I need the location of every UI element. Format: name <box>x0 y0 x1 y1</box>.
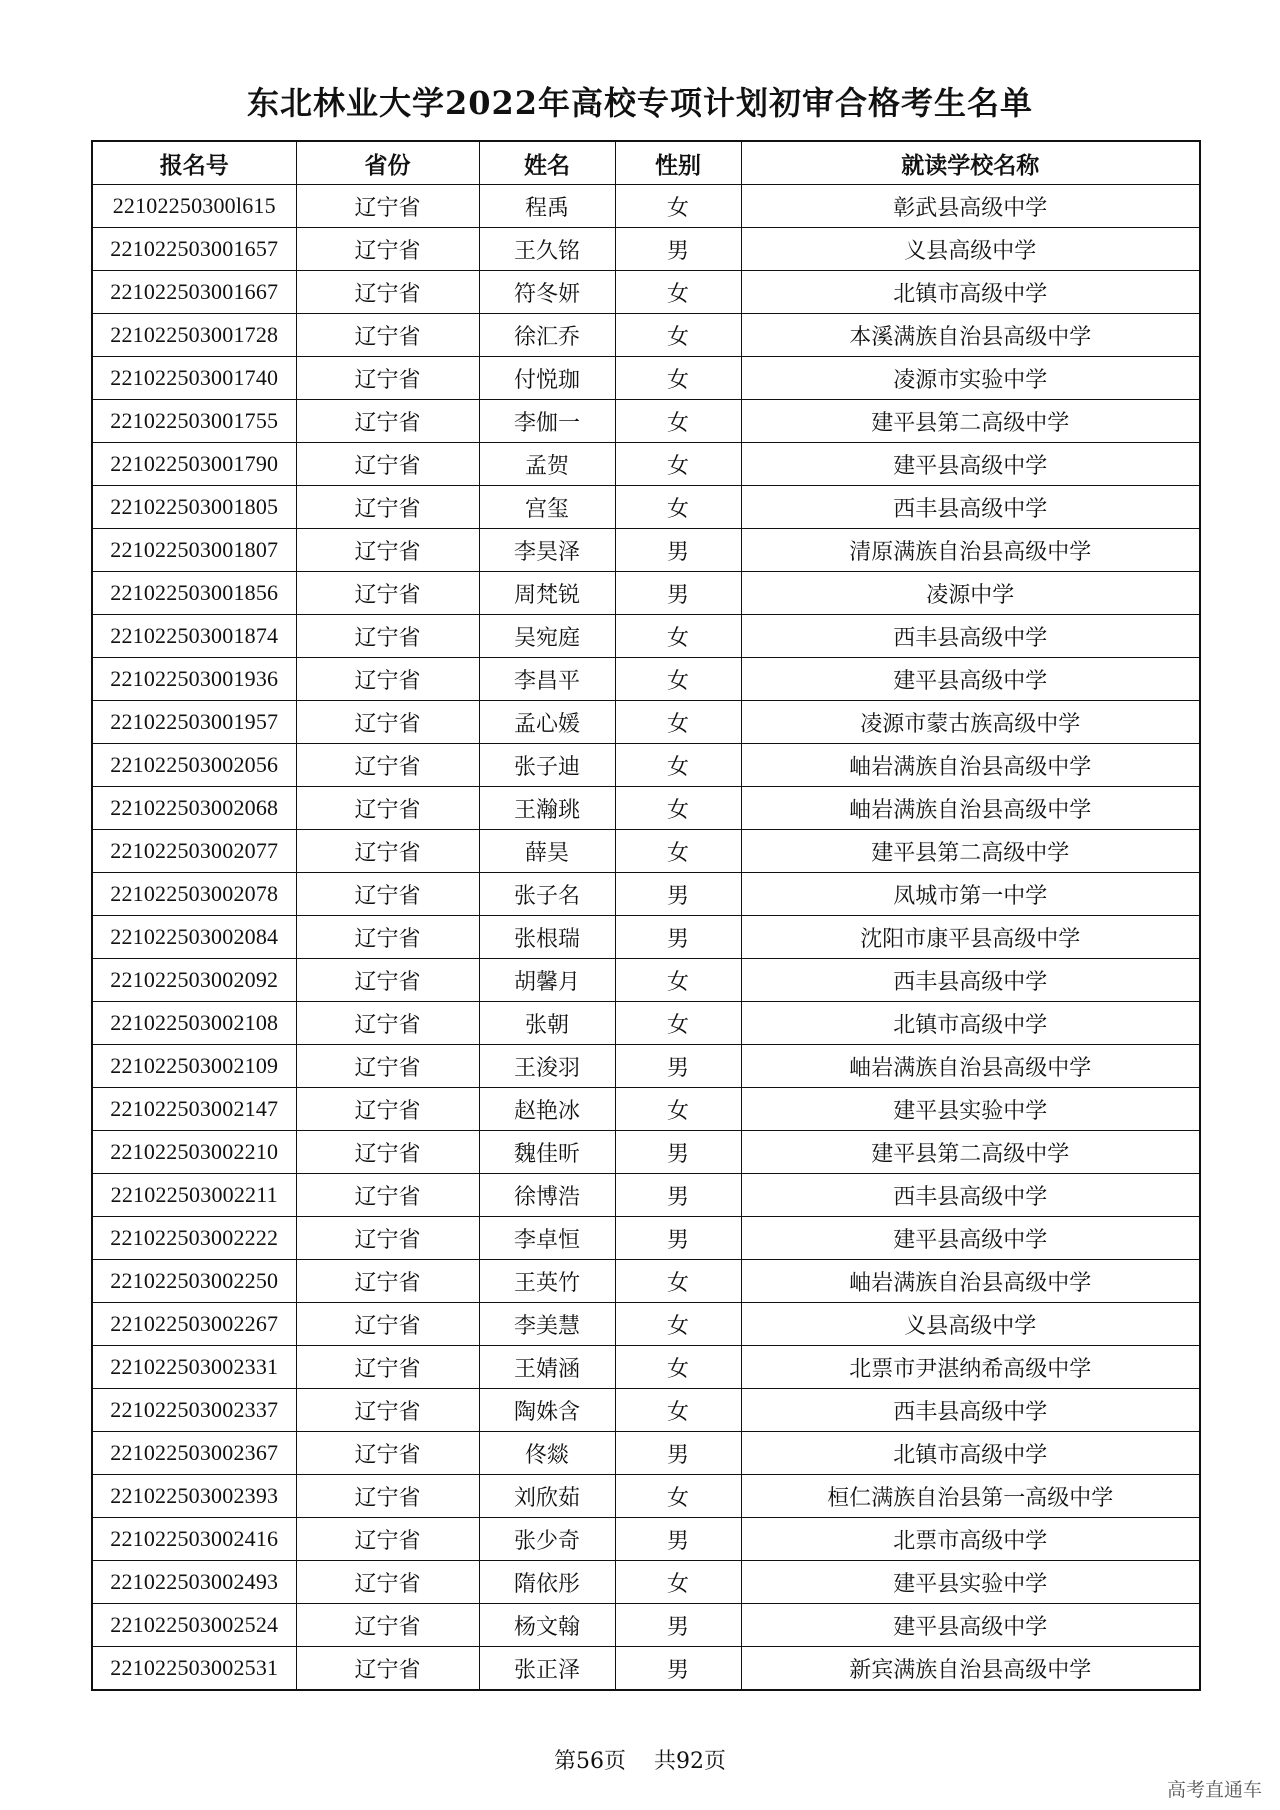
header-registration-number: 报名号 <box>92 141 296 185</box>
table-row <box>92 744 1200 787</box>
table-row <box>92 271 1200 314</box>
school-cell: 建平县第二高级中学 <box>741 1131 1200 1174</box>
school-cell: 西丰县高级中学 <box>741 1174 1200 1217</box>
gender-cell: 女 <box>615 1303 741 1346</box>
header-name: 姓名 <box>479 141 615 185</box>
registration-number-cell: 221022503001740 <box>92 357 296 400</box>
gender-cell: 女 <box>615 400 741 443</box>
gender-cell: 女 <box>615 701 741 744</box>
table-row <box>92 357 1200 400</box>
page-footer <box>0 1744 1280 1775</box>
registration-number-cell: 221022503002367 <box>92 1432 296 1475</box>
name-cell: 王婧涵 <box>479 1346 615 1389</box>
province-cell: 辽宁省 <box>296 1389 479 1432</box>
name-cell: 赵艳冰 <box>479 1088 615 1131</box>
name-cell: 徐博浩 <box>479 1174 615 1217</box>
gender-cell: 男 <box>615 873 741 916</box>
registration-number-cell: 22102250300l615 <box>92 185 296 228</box>
province-cell: 辽宁省 <box>296 830 479 873</box>
name-cell: 陶姝含 <box>479 1389 615 1432</box>
table-row <box>92 1561 1200 1604</box>
school-cell: 义县高级中学 <box>741 228 1200 271</box>
name-cell: 佟燚 <box>479 1432 615 1475</box>
table-row <box>92 572 1200 615</box>
watermark: 高考直通车 <box>1166 1779 1262 1801</box>
name-cell: 张子迪 <box>479 744 615 787</box>
table-row <box>92 916 1200 959</box>
province-cell: 辽宁省 <box>296 1131 479 1174</box>
name-cell: 李伽一 <box>479 400 615 443</box>
registration-number-cell: 221022503002493 <box>92 1561 296 1604</box>
name-cell: 徐汇乔 <box>479 314 615 357</box>
name-cell: 隋依彤 <box>479 1561 615 1604</box>
province-cell: 辽宁省 <box>296 1174 479 1217</box>
province-cell: 辽宁省 <box>296 1045 479 1088</box>
gender-cell: 女 <box>615 615 741 658</box>
province-cell: 辽宁省 <box>296 959 479 1002</box>
name-cell: 王瀚珧 <box>479 787 615 830</box>
school-cell: 凌源中学 <box>741 572 1200 615</box>
province-cell: 辽宁省 <box>296 1088 479 1131</box>
school-cell: 岫岩满族自治县高级中学 <box>741 744 1200 787</box>
province-cell: 辽宁省 <box>296 787 479 830</box>
school-cell: 凤城市第一中学 <box>741 873 1200 916</box>
province-cell: 辽宁省 <box>296 1432 479 1475</box>
province-cell: 辽宁省 <box>296 916 479 959</box>
registration-number-cell: 221022503002416 <box>92 1518 296 1561</box>
school-cell: 新宾满族自治县高级中学 <box>741 1647 1200 1691</box>
province-cell: 辽宁省 <box>296 744 479 787</box>
gender-cell: 女 <box>615 486 741 529</box>
page-title: 东北林业大学2022年高校专项计划初审合格考生名单 <box>246 84 1034 122</box>
gender-cell: 男 <box>615 1604 741 1647</box>
table-row <box>92 228 1200 271</box>
school-cell: 西丰县高级中学 <box>741 615 1200 658</box>
table-row <box>92 787 1200 830</box>
gender-cell: 男 <box>615 1432 741 1475</box>
school-cell: 本溪满族自治县高级中学 <box>741 314 1200 357</box>
gender-cell: 女 <box>615 1389 741 1432</box>
table-row <box>92 1475 1200 1518</box>
school-cell: 岫岩满族自治县高级中学 <box>741 1045 1200 1088</box>
table-row <box>92 830 1200 873</box>
province-cell: 辽宁省 <box>296 1647 479 1691</box>
registration-number-cell: 221022503001957 <box>92 701 296 744</box>
name-cell: 王浚羽 <box>479 1045 615 1088</box>
school-cell: 西丰县高级中学 <box>741 486 1200 529</box>
name-cell: 周梵锐 <box>479 572 615 615</box>
school-cell: 建平县第二高级中学 <box>741 830 1200 873</box>
name-cell: 张少奇 <box>479 1518 615 1561</box>
school-cell: 北镇市高级中学 <box>741 1432 1200 1475</box>
province-cell: 辽宁省 <box>296 314 479 357</box>
registration-number-cell: 221022503002078 <box>92 873 296 916</box>
registration-number-cell: 221022503002211 <box>92 1174 296 1217</box>
table-row <box>92 1088 1200 1131</box>
province-cell: 辽宁省 <box>296 658 479 701</box>
table-header-row <box>92 141 1200 185</box>
registration-number-cell: 221022503002068 <box>92 787 296 830</box>
province-cell: 辽宁省 <box>296 1518 479 1561</box>
gender-cell: 女 <box>615 959 741 1002</box>
name-cell: 张正泽 <box>479 1647 615 1691</box>
registration-number-cell: 221022503002531 <box>92 1647 296 1691</box>
name-cell: 符冬妍 <box>479 271 615 314</box>
province-cell: 辽宁省 <box>296 185 479 228</box>
name-cell: 张根瑞 <box>479 916 615 959</box>
table-row <box>92 1217 1200 1260</box>
school-cell: 北票市高级中学 <box>741 1518 1200 1561</box>
name-cell: 王英竹 <box>479 1260 615 1303</box>
registration-number-cell: 221022503002222 <box>92 1217 296 1260</box>
name-cell: 李卓恒 <box>479 1217 615 1260</box>
school-cell: 北镇市高级中学 <box>741 271 1200 314</box>
name-cell: 薛昊 <box>479 830 615 873</box>
table-row <box>92 1604 1200 1647</box>
province-cell: 辽宁省 <box>296 271 479 314</box>
registration-number-cell: 221022503002250 <box>92 1260 296 1303</box>
school-cell: 建平县高级中学 <box>741 658 1200 701</box>
school-cell: 建平县高级中学 <box>741 1604 1200 1647</box>
registration-number-cell: 221022503002084 <box>92 916 296 959</box>
school-cell: 岫岩满族自治县高级中学 <box>741 787 1200 830</box>
table-row <box>92 1303 1200 1346</box>
province-cell: 辽宁省 <box>296 1260 479 1303</box>
table-row <box>92 615 1200 658</box>
registration-number-cell: 221022503001657 <box>92 228 296 271</box>
school-cell: 彰武县高级中学 <box>741 185 1200 228</box>
gender-cell: 女 <box>615 443 741 486</box>
registration-number-cell: 221022503002147 <box>92 1088 296 1131</box>
table-row <box>92 486 1200 529</box>
school-cell: 建平县实验中学 <box>741 1088 1200 1131</box>
registration-number-cell: 221022503002109 <box>92 1045 296 1088</box>
school-cell: 建平县实验中学 <box>741 1561 1200 1604</box>
name-cell: 吴宛庭 <box>479 615 615 658</box>
registration-number-cell: 221022503001790 <box>92 443 296 486</box>
table-row <box>92 443 1200 486</box>
name-cell: 李昊泽 <box>479 529 615 572</box>
registration-number-cell: 221022503001728 <box>92 314 296 357</box>
table-row <box>92 1346 1200 1389</box>
registration-number-cell: 221022503001936 <box>92 658 296 701</box>
province-cell: 辽宁省 <box>296 443 479 486</box>
table-row <box>92 1389 1200 1432</box>
province-cell: 辽宁省 <box>296 529 479 572</box>
gender-cell: 男 <box>615 1131 741 1174</box>
table-row <box>92 1002 1200 1045</box>
table-row <box>92 1045 1200 1088</box>
school-cell: 凌源市实验中学 <box>741 357 1200 400</box>
name-cell: 张子名 <box>479 873 615 916</box>
registration-number-cell: 221022503001856 <box>92 572 296 615</box>
table-row <box>92 1647 1200 1691</box>
school-cell: 清原满族自治县高级中学 <box>741 529 1200 572</box>
name-cell: 付悦珈 <box>479 357 615 400</box>
province-cell: 辽宁省 <box>296 1217 479 1260</box>
table-row <box>92 185 1200 228</box>
name-cell: 刘欣茹 <box>479 1475 615 1518</box>
province-cell: 辽宁省 <box>296 615 479 658</box>
school-cell: 凌源市蒙古族高级中学 <box>741 701 1200 744</box>
table-body <box>92 185 1200 1691</box>
province-cell: 辽宁省 <box>296 486 479 529</box>
gender-cell: 男 <box>615 916 741 959</box>
gender-cell: 女 <box>615 830 741 873</box>
gender-cell: 男 <box>615 572 741 615</box>
name-cell: 王久铭 <box>479 228 615 271</box>
province-cell: 辽宁省 <box>296 228 479 271</box>
registration-number-cell: 221022503002337 <box>92 1389 296 1432</box>
school-cell: 建平县高级中学 <box>741 1217 1200 1260</box>
province-cell: 辽宁省 <box>296 1604 479 1647</box>
registration-number-cell: 221022503002267 <box>92 1303 296 1346</box>
province-cell: 辽宁省 <box>296 1002 479 1045</box>
school-cell: 西丰县高级中学 <box>741 1389 1200 1432</box>
registration-number-cell: 221022503002210 <box>92 1131 296 1174</box>
gender-cell: 女 <box>615 744 741 787</box>
name-cell: 宫玺 <box>479 486 615 529</box>
gender-cell: 女 <box>615 271 741 314</box>
name-cell: 李美慧 <box>479 1303 615 1346</box>
name-cell: 孟贺 <box>479 443 615 486</box>
table-row <box>92 959 1200 1002</box>
registration-number-cell: 221022503002056 <box>92 744 296 787</box>
province-cell: 辽宁省 <box>296 1475 479 1518</box>
name-cell: 魏佳昕 <box>479 1131 615 1174</box>
page-total: 共92页 <box>654 1749 726 1774</box>
table-row <box>92 1432 1200 1475</box>
gender-cell: 女 <box>615 314 741 357</box>
name-cell: 张朝 <box>479 1002 615 1045</box>
registration-number-cell: 221022503002524 <box>92 1604 296 1647</box>
name-cell: 李昌平 <box>479 658 615 701</box>
school-cell: 北票市尹湛纳希高级中学 <box>741 1346 1200 1389</box>
school-cell: 义县高级中学 <box>741 1303 1200 1346</box>
header-gender: 性别 <box>615 141 741 185</box>
table-row <box>92 529 1200 572</box>
gender-cell: 女 <box>615 1088 741 1131</box>
registration-number-cell: 221022503002092 <box>92 959 296 1002</box>
gender-cell: 女 <box>615 787 741 830</box>
school-cell: 建平县高级中学 <box>741 443 1200 486</box>
registration-number-cell: 221022503001874 <box>92 615 296 658</box>
gender-cell: 女 <box>615 1260 741 1303</box>
page-number: 第56页 <box>554 1749 626 1774</box>
gender-cell: 女 <box>615 1346 741 1389</box>
name-cell: 程禹 <box>479 185 615 228</box>
table-row <box>92 400 1200 443</box>
gender-cell: 男 <box>615 228 741 271</box>
registration-number-cell: 221022503002108 <box>92 1002 296 1045</box>
school-cell: 桓仁满族自治县第一高级中学 <box>741 1475 1200 1518</box>
table-row <box>92 701 1200 744</box>
school-cell: 北镇市高级中学 <box>741 1002 1200 1045</box>
roster-table <box>91 140 1201 1691</box>
registration-number-cell: 221022503002331 <box>92 1346 296 1389</box>
registration-number-cell: 221022503001807 <box>92 529 296 572</box>
province-cell: 辽宁省 <box>296 1561 479 1604</box>
table-row <box>92 314 1200 357</box>
gender-cell: 男 <box>615 1647 741 1691</box>
gender-cell: 女 <box>615 185 741 228</box>
gender-cell: 女 <box>615 357 741 400</box>
gender-cell: 男 <box>615 529 741 572</box>
gender-cell: 女 <box>615 1002 741 1045</box>
name-cell: 胡馨月 <box>479 959 615 1002</box>
table-row <box>92 1131 1200 1174</box>
school-cell: 建平县第二高级中学 <box>741 400 1200 443</box>
registration-number-cell: 221022503001805 <box>92 486 296 529</box>
registration-number-cell: 221022503001667 <box>92 271 296 314</box>
table-row <box>92 873 1200 916</box>
gender-cell: 男 <box>615 1518 741 1561</box>
registration-number-cell: 221022503001755 <box>92 400 296 443</box>
province-cell: 辽宁省 <box>296 1346 479 1389</box>
table-row <box>92 658 1200 701</box>
gender-cell: 男 <box>615 1217 741 1260</box>
gender-cell: 男 <box>615 1045 741 1088</box>
table-row <box>92 1174 1200 1217</box>
name-cell: 孟心媛 <box>479 701 615 744</box>
registration-number-cell: 221022503002077 <box>92 830 296 873</box>
registration-number-cell: 221022503002393 <box>92 1475 296 1518</box>
province-cell: 辽宁省 <box>296 1303 479 1346</box>
table-row <box>92 1518 1200 1561</box>
header-province: 省份 <box>296 141 479 185</box>
gender-cell: 男 <box>615 1174 741 1217</box>
province-cell: 辽宁省 <box>296 701 479 744</box>
school-cell: 西丰县高级中学 <box>741 959 1200 1002</box>
school-cell: 沈阳市康平县高级中学 <box>741 916 1200 959</box>
province-cell: 辽宁省 <box>296 400 479 443</box>
province-cell: 辽宁省 <box>296 357 479 400</box>
province-cell: 辽宁省 <box>296 572 479 615</box>
table-row <box>92 1260 1200 1303</box>
gender-cell: 女 <box>615 1475 741 1518</box>
province-cell: 辽宁省 <box>296 873 479 916</box>
header-school: 就读学校名称 <box>741 141 1200 185</box>
gender-cell: 女 <box>615 1561 741 1604</box>
school-cell: 岫岩满族自治县高级中学 <box>741 1260 1200 1303</box>
name-cell: 杨文翰 <box>479 1604 615 1647</box>
gender-cell: 女 <box>615 658 741 701</box>
